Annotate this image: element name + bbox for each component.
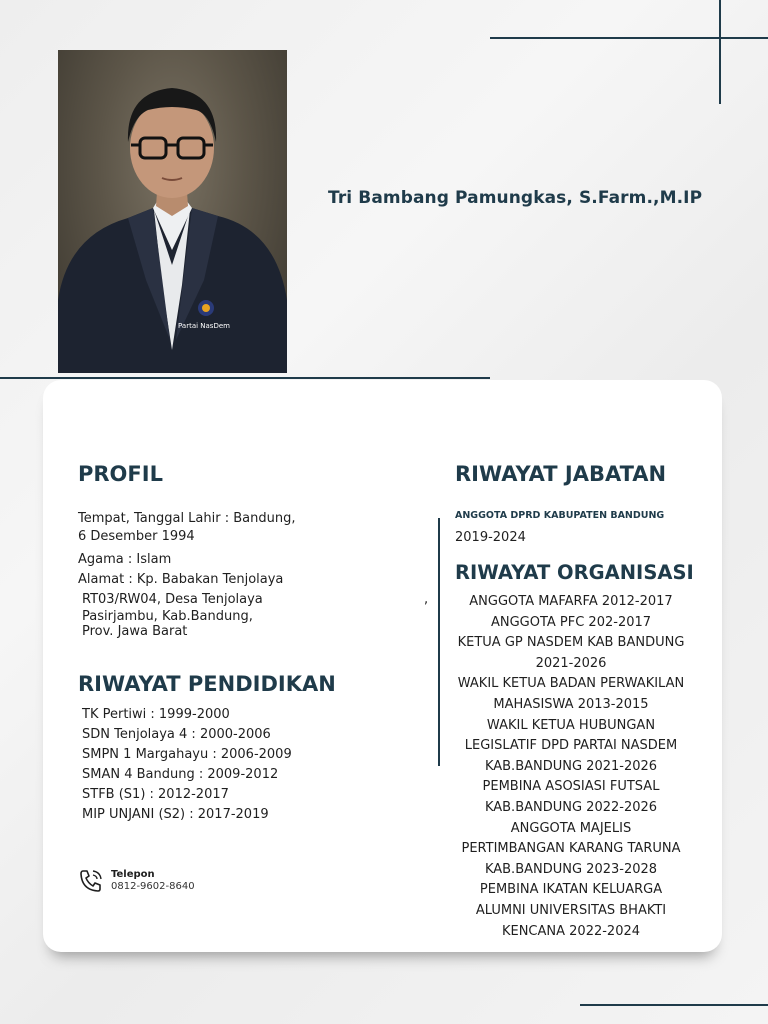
profil-line: RT03/RW04, Desa Tenjolaya [82, 592, 263, 607]
profil-line: Pasirjambu, Kab.Bandung, [82, 609, 253, 624]
organisasi-line: KETUA GP NASDEM KAB BANDUNG [457, 635, 685, 651]
organisasi-line: PEMBINA IKATAN KELUARGA [479, 882, 663, 898]
organisasi-line: ANGGOTA MAJELIS [510, 820, 632, 836]
pendidikan-item: STFB (S1) : 2012-2017 [82, 787, 229, 802]
contact-phone[interactable]: 0812-9602-8640 [111, 881, 195, 892]
organisasi-line: MAHASISWA 2013-2015 [493, 696, 649, 712]
contact-label: Telepon [111, 869, 155, 880]
profil-line: Alamat : Kp. Babakan Tenjolaya [78, 572, 284, 587]
jabatan-period: 2019-2024 [455, 530, 526, 545]
pendidikan-item: MIP UNJANI (S2) : 2017-2019 [82, 807, 269, 822]
organisasi-line: LEGISLATIF DPD PARTAI NASDEM [464, 738, 678, 754]
profil-heading: PROFIL [78, 462, 163, 486]
pendidikan-heading: RIWAYAT PENDIDIKAN [78, 672, 336, 696]
organisasi-line: 2021-2026 [535, 655, 607, 671]
organisasi-line: KAB.BANDUNG 2023-2028 [484, 861, 658, 877]
person-name: Tri Bambang Pamungkas, S.Farm.,M.IP [328, 188, 703, 208]
stray-mark: , [424, 592, 429, 607]
profil-line: Tempat, Tanggal Lahir : Bandung, [78, 511, 296, 526]
organisasi-line: PEMBINA ASOSIASI FUTSAL [482, 779, 660, 795]
profil-line: Prov. Jawa Barat [82, 624, 188, 639]
organisasi-heading: RIWAYAT ORGANISASI [455, 561, 694, 584]
decorative-line-top-vertical [719, 0, 721, 104]
pendidikan-item: TK Pertiwi : 1999-2000 [82, 707, 230, 722]
organisasi-line: ANGGOTA MAFARFA 2012-2017 [469, 594, 673, 609]
jabatan-title: ANGGOTA DPRD KABUPATEN BANDUNG [455, 510, 665, 521]
organisasi-line: ALUMNI UNIVERSITAS BHAKTI [475, 902, 667, 918]
profile-photo [58, 50, 287, 373]
jabatan-heading: RIWAYAT JABATAN [455, 462, 667, 486]
decorative-line-middle [0, 377, 490, 379]
party-badge-text: Partai NasDem [178, 322, 230, 330]
decorative-line-top [490, 37, 768, 39]
organisasi-line: WAKIL KETUA BADAN PERWAKILAN [457, 676, 685, 692]
organisasi-line: PERTIMBANGAN KARANG TARUNA [461, 841, 681, 857]
pendidikan-item: SMAN 4 Bandung : 2009-2012 [82, 767, 279, 782]
decorative-line-bottom [580, 1004, 768, 1006]
organisasi-line: WAKIL KETUA HUBUNGAN [486, 717, 656, 733]
organisasi-line: ANGGOTA PFC 202-2017 [490, 614, 652, 630]
pendidikan-item: SDN Tenjolaya 4 : 2000-2006 [82, 727, 271, 742]
pendidikan-item: SMPN 1 Margahayu : 2006-2009 [82, 747, 292, 762]
organisasi-list [440, 592, 702, 942]
organisasi-line: KAB.BANDUNG 2021-2026 [484, 758, 658, 774]
phone-icon [78, 868, 104, 894]
profil-line: 6 Desember 1994 [78, 529, 195, 544]
organisasi-line: KENCANA 2022-2024 [501, 923, 641, 939]
profil-line: Agama : Islam [78, 552, 172, 567]
organisasi-line: KAB.BANDUNG 2022-2026 [484, 799, 658, 815]
